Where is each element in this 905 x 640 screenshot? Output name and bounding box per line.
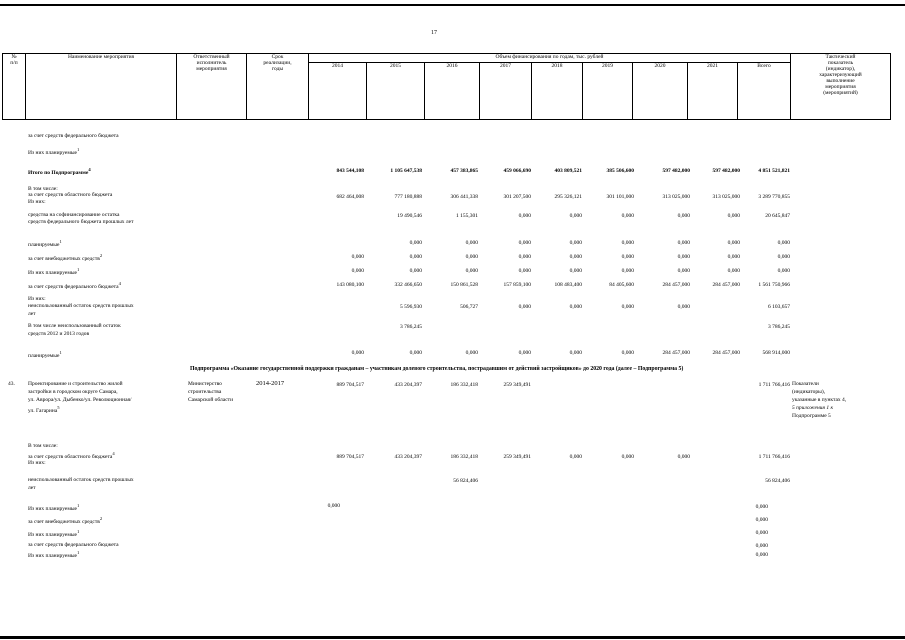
value-cell: 0,000 [327,503,340,509]
value-cell: 56 824,406 [765,478,790,484]
value-cell: 0,000 [621,213,634,219]
row-label: застройки в городском округе Самара, [28,389,118,395]
row-label: планируемые$^1$ [28,239,62,248]
value-cell: 0,000 [727,254,740,260]
row-label: неиспользованный остаток средств прошлых [28,303,134,309]
row-label: средств 2012 и 2013 годов [28,331,90,337]
value-cell: 1 155,301 [456,213,478,219]
value-cell: 0,000 [677,454,690,460]
header-volume: Объем финансирования по годам, тыс. рублей [309,54,791,63]
value-cell: 150 861,528 [450,282,478,288]
value-cell: 284 457,000 [662,282,690,288]
value-cell: 284 457,000 [662,350,690,356]
value-cell: 0,000 [569,254,582,260]
value-cell: 6 103,657 [768,304,790,310]
row-label: ул. Аврора/ул. Дыбенко/ул. Революционная/ [28,397,132,403]
value-cell: 0,000 [465,240,478,246]
value-cell: 0,000 [755,552,768,558]
row-label: Из них планируемые$^1$ [28,267,80,276]
value-cell: 0,000 [755,517,768,523]
term-cell: 2014-2017 [256,380,285,387]
value-cell: 284 457,000 [712,282,740,288]
value-cell: 0,000 [518,350,531,356]
row-label: за счет внебюджетных средств$^2$ [28,253,103,262]
value-cell: 3 786,245 [768,324,790,330]
value-cell: 433 204,397 [394,382,422,388]
value-cell: 0,000 [409,268,422,274]
row-label: за счет средств федерального бюджета [28,133,119,139]
indicator-cell: Показатели [792,381,819,387]
header-year: 2020 [633,63,688,120]
value-cell: 0,000 [621,240,634,246]
value-cell: 385 506,600 [606,168,634,174]
value-cell: 3 786,245 [400,324,422,330]
value-cell: 0,000 [465,254,478,260]
value-cell: 301 207,500 [503,194,531,200]
row-label: Из них: [28,199,46,205]
header-indicator: Тактический показатель (индикатор), характеризующий выполнение мероприятия (мероприятий) [791,54,891,120]
value-cell: 157 859,100 [503,282,531,288]
value-cell: 84 405,600 [609,282,634,288]
value-cell: 301 101,000 [606,194,634,200]
value-cell: 0,000 [677,240,690,246]
row-label: В том числе: [28,186,58,192]
value-cell: 0,000 [755,530,768,536]
row-label: за счет внебюджетных средств$^2$ [28,516,103,525]
value-cell: 0,000 [351,350,364,356]
value-cell: 0,000 [569,240,582,246]
value-cell: 19 490,546 [397,213,422,219]
item-number: 43. [8,381,15,387]
value-cell: 0,000 [569,268,582,274]
value-cell: 295 326,121 [554,194,582,200]
row-label: Проектирование и строительство жилой [28,381,123,387]
value-cell: 306 441,338 [450,194,478,200]
row-label: Из них планируемые$^1$ [28,503,80,512]
value-cell: 0,000 [569,304,582,310]
value-cell: 20 645,847 [765,213,790,219]
value-cell: 0,000 [755,504,768,510]
value-cell: 56 824,406 [453,478,478,484]
value-cell: 0,000 [569,350,582,356]
value-cell: 0,000 [518,254,531,260]
header-total: Всего [738,63,791,120]
header-year: 2014 [309,63,367,120]
row-label: планируемые$^1$ [28,350,62,359]
value-cell: 0,000 [518,304,531,310]
value-cell: 843 544,108 [336,168,364,174]
value-cell: 0,000 [465,350,478,356]
header-year: 2016 [425,63,480,120]
value-cell: 506,727 [460,304,478,310]
header-executor: Ответственный исполнитель мероприятия [177,54,247,120]
header-year: 2019 [583,63,633,120]
row-label: средств федерального бюджета прошлых лет [28,219,134,225]
row-label: за счет средств федерального бюджета [28,542,119,548]
value-cell: 568 914,000 [762,350,790,356]
value-cell: 313 025,000 [662,194,690,200]
value-cell: 0,000 [677,304,690,310]
value-cell: 0,000 [727,268,740,274]
value-cell: 0,000 [351,254,364,260]
value-cell: 313 025,000 [712,194,740,200]
value-cell: 186 332,418 [450,382,478,388]
row-label: Из них: [28,460,46,466]
value-cell: 0,000 [351,268,364,274]
row-label: за счет средств областного бюджета$^4$ [28,451,115,460]
value-cell: 0,000 [677,213,690,219]
value-cell: 0,000 [777,268,790,274]
value-cell: 0,000 [569,454,582,460]
value-cell: 459 066,690 [503,168,531,174]
value-cell: 0,000 [777,254,790,260]
value-cell: 143 080,100 [336,282,364,288]
value-cell: 0,000 [465,268,478,274]
value-cell: 0,000 [518,240,531,246]
value-cell: 4 851 521,821 [758,168,790,174]
value-cell: 0,000 [409,240,422,246]
value-cell: 0,000 [621,254,634,260]
value-cell: 108 483,400 [554,282,582,288]
value-cell: 457 383,865 [450,168,478,174]
row-label: ул. Гагарина$^5$ [28,405,60,414]
page-bottom-border [0,636,905,639]
indicator-cell: Подпрограмме 5 [792,413,831,419]
header-term: Срок реализации, годы [247,54,309,120]
row-label: В том числе неиспользованный остаток [28,323,121,329]
header-year: 2018 [532,63,583,120]
value-cell: 259 349,491 [503,454,531,460]
value-cell: 0,000 [677,254,690,260]
value-cell: 186 332,418 [450,454,478,460]
value-cell: 0,000 [727,240,740,246]
header-year: 2021 [688,63,738,120]
row-label: за счет средств областного бюджета [28,192,113,198]
row-label: Из них: [28,296,46,302]
value-cell: 403 809,521 [554,168,582,174]
value-cell: 889 704,517 [336,382,364,388]
executor-cell: строительства [188,389,222,395]
row-label: Из них планируемые$^1$ [28,147,80,156]
value-cell: 3 289 770,855 [758,194,790,200]
value-cell: 0,000 [518,268,531,274]
value-cell: 1 711 766,416 [758,382,790,388]
value-cell: 682 464,008 [336,194,364,200]
indicator-cell: (индикаторы), [792,389,826,395]
value-cell: 259 349,491 [503,382,531,388]
row-label: средства на софинансирование остатка [28,212,120,218]
value-cell: 0,000 [755,543,768,549]
value-cell: 0,000 [621,350,634,356]
header-no: № п/п [3,54,26,120]
page-top-border [0,4,905,6]
table-header [2,53,891,120]
value-cell: 0,000 [621,304,634,310]
value-cell: 332 466,650 [394,282,422,288]
value-cell: 0,000 [409,254,422,260]
value-cell: 5 596,930 [400,304,422,310]
executor-cell: Министерство [188,381,222,387]
value-cell: 0,000 [621,268,634,274]
value-cell: 1 561 750,966 [758,282,790,288]
header-year: 2015 [367,63,425,120]
value-cell: 1 105 647,538 [390,168,422,174]
value-cell: 0,000 [777,240,790,246]
value-cell: 1 711 766,416 [758,454,790,460]
row-label: Из них планируемые$^1$ [28,550,80,559]
row-label: Из них планируемые$^1$ [28,529,80,538]
value-cell: 889 704,517 [336,454,364,460]
value-cell: 597 482,000 [712,168,740,174]
value-cell: 0,000 [621,454,634,460]
value-cell: 0,000 [518,213,531,219]
indicator-cell: указанные в пунктах 4, [792,397,847,403]
page-number: 17 [431,30,437,36]
subprogram-title: Подпрограмма «Оказание государственной поддержки гражданам – участникам долевого строительства, пострадавшим от действий застройщиков» до 2020 года (далее – Подпрограмма 5) [190,366,684,372]
value-cell: 0,000 [569,213,582,219]
value-cell: 777 180,888 [394,194,422,200]
row-label: лет [28,485,36,491]
indicator-cell: 5 приложения 1 к [792,405,834,411]
value-cell: 433 204,397 [394,454,422,460]
row-label: Итого по Подпрограмме$^4$ [28,167,91,176]
value-cell: 597 482,000 [662,168,690,174]
value-cell: 0,000 [677,268,690,274]
row-label: неиспользованный остаток средств прошлых [28,477,134,483]
value-cell: 0,000 [409,350,422,356]
header-year: 2017 [480,63,532,120]
header-name: Наименование мероприятия [26,54,177,120]
executor-cell: Самарской области [188,397,234,403]
value-cell: 284 457,000 [712,350,740,356]
row-label: за счет средств федерального бюджета$^4$ [28,281,121,290]
value-cell: 0,000 [727,213,740,219]
row-label: В том числе: [28,443,58,449]
row-label: лет [28,311,36,317]
